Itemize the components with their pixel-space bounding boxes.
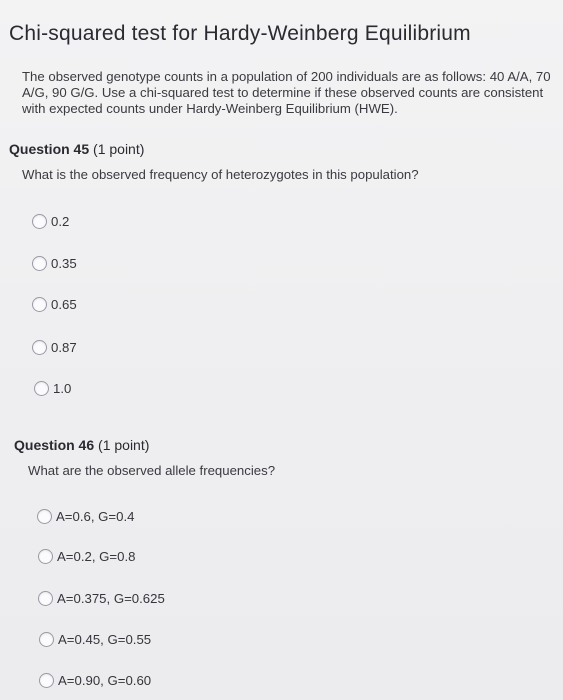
option-label: A=0.2, G=0.8 [57, 548, 136, 564]
q45-option-3[interactable] [32, 294, 77, 314]
radio-button[interactable] [32, 256, 47, 271]
q45-option-2[interactable] [32, 253, 77, 273]
radio-button[interactable] [38, 591, 53, 606]
option-label: A=0.45, G=0.55 [58, 631, 152, 647]
problem-description: The observed genotype counts in a population of 200 individuals are as follows: 40 A/A, 70 A/G, 90 G/G. Use a chi-squared test to determine if these observed counts are consistent with expected counts under Hardy-Weinberg Equilibrium (HWE). [22, 69, 551, 116]
question-46-label: Question 46 [14, 437, 95, 453]
option-label: A=0.375, G=0.625 [57, 590, 165, 606]
question-45-label: Question 45 [9, 141, 90, 157]
question-45-prompt: What is the observed frequency of heterozygotes in this population? [22, 167, 419, 182]
q45-option-4[interactable] [32, 337, 77, 357]
radio-button[interactable] [34, 381, 49, 396]
q46-option-3[interactable] [38, 588, 165, 608]
q46-option-2[interactable] [38, 546, 135, 566]
question-46-points: (1 point) [98, 437, 150, 453]
option-label: A=0.90, G=0.60 [58, 672, 152, 688]
q46-option-4[interactable] [39, 629, 151, 649]
radio-button[interactable] [32, 340, 47, 355]
option-label: 1.0 [53, 380, 72, 396]
q46-option-1[interactable] [37, 506, 134, 526]
q45-option-5[interactable] [34, 378, 71, 398]
question-46-header [14, 437, 149, 453]
option-label: A=0.6, G=0.4 [56, 508, 135, 524]
question-46-prompt: What are the observed allele frequencies? [28, 463, 276, 478]
q46-option-5[interactable] [39, 670, 151, 690]
radio-button[interactable] [32, 214, 47, 229]
radio-button[interactable] [39, 673, 54, 688]
radio-button[interactable] [32, 297, 47, 312]
radio-button[interactable] [39, 632, 54, 647]
radio-button[interactable] [37, 509, 52, 524]
option-label: 0.65 [51, 296, 77, 312]
page-title: Chi-squared test for Hardy-Weinberg Equilibrium [9, 22, 471, 45]
radio-button[interactable] [38, 549, 53, 564]
option-label: 0.87 [51, 339, 77, 355]
question-45-points: (1 point) [93, 141, 145, 157]
option-label: 0.2 [51, 213, 70, 229]
option-label: 0.35 [51, 255, 77, 271]
q45-option-1[interactable] [32, 211, 69, 231]
question-45-header [9, 141, 144, 157]
